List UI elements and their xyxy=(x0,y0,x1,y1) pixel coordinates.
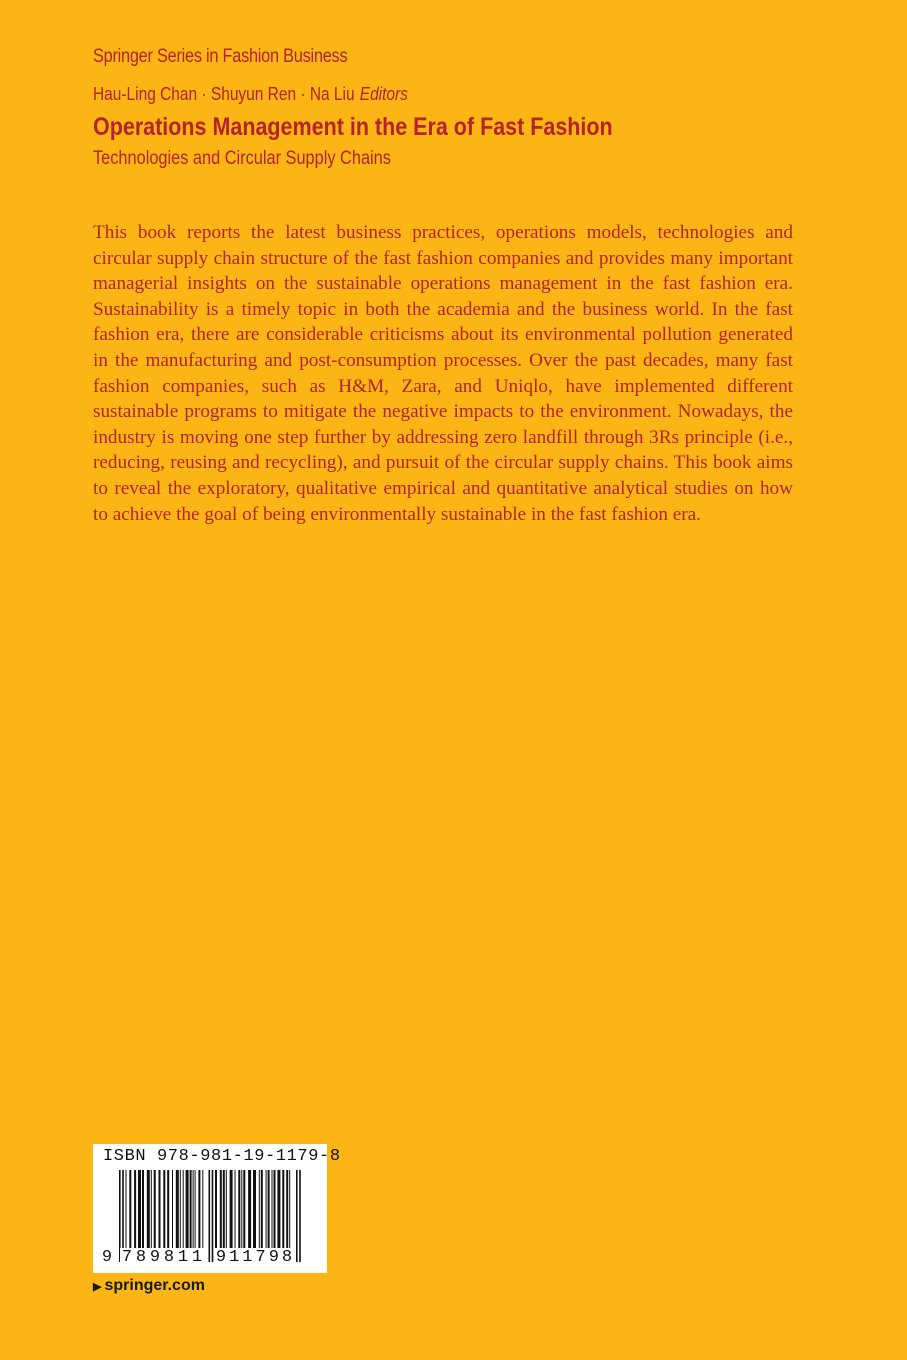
barcode-bar xyxy=(167,1170,169,1250)
isbn-label: ISBN 978-981-19-1179-8 xyxy=(103,1147,341,1166)
barcode-bar xyxy=(172,1170,173,1250)
barcode-digit: 1 xyxy=(242,1248,253,1267)
barcode-bar xyxy=(220,1170,222,1250)
barcode-bar xyxy=(241,1170,242,1250)
barcode-bar xyxy=(235,1170,236,1250)
barcode-bar xyxy=(226,1170,227,1250)
barcode-bar xyxy=(268,1170,270,1250)
barcode-bar xyxy=(266,1170,267,1250)
publisher-website[interactable] xyxy=(93,1277,205,1295)
barcode-digit: 1 xyxy=(191,1248,203,1267)
barcode-digit: 1 xyxy=(229,1248,240,1267)
barcode-bar xyxy=(238,1170,240,1250)
barcode-bar xyxy=(180,1170,181,1250)
barcode-bar xyxy=(215,1170,217,1250)
barcode-bar xyxy=(272,1170,273,1250)
barcode-bar xyxy=(138,1170,141,1250)
triangle-right-icon: ▶ xyxy=(93,1280,102,1293)
book-subtitle: Technologies and Circular Supply Chains xyxy=(93,148,391,169)
barcode-bar xyxy=(142,1170,144,1250)
barcode-bar xyxy=(223,1170,225,1250)
barcode-bar xyxy=(253,1170,256,1250)
barcode-bar xyxy=(261,1170,263,1250)
series-name: Springer Series in Fashion Business xyxy=(93,46,348,67)
barcode-bar xyxy=(248,1170,251,1250)
barcode-bar xyxy=(230,1170,233,1250)
barcode-bar xyxy=(195,1170,196,1250)
barcode-bar xyxy=(289,1170,290,1250)
barcode-digit: 8 xyxy=(163,1248,175,1267)
barcode-digit: 1 xyxy=(177,1248,189,1267)
barcode-digit: 9 xyxy=(101,1248,113,1267)
isbn-barcode xyxy=(93,1144,341,1273)
barcode-digit: 8 xyxy=(281,1248,293,1267)
barcode-digit: 9 xyxy=(149,1248,161,1267)
editors-role: Editors xyxy=(359,84,408,104)
barcode-bar xyxy=(126,1170,127,1250)
barcode-bar xyxy=(193,1170,194,1250)
barcode-bar xyxy=(154,1170,156,1250)
editors-line xyxy=(93,84,408,105)
barcode-bar xyxy=(159,1170,161,1250)
editor-names: Hau-Ling Chan · Shuyun Ren · Na Liu xyxy=(93,84,355,104)
barcode-bar xyxy=(151,1170,152,1250)
barcode-digit: 9 xyxy=(215,1248,227,1267)
book-title: Operations Management in the Era of Fast Fashion xyxy=(93,113,613,141)
barcode-bar xyxy=(190,1170,192,1250)
barcode-bar xyxy=(129,1170,131,1250)
website-label: springer.com xyxy=(104,1277,205,1294)
barcode-bar xyxy=(286,1170,288,1250)
barcode-bar xyxy=(163,1170,165,1250)
barcode-bar xyxy=(277,1170,280,1250)
barcode-digit: 9 xyxy=(268,1248,279,1267)
barcode-bar xyxy=(186,1170,189,1250)
barcode-digit: 7 xyxy=(121,1248,133,1267)
barcode-bar xyxy=(274,1170,276,1250)
barcode-bar xyxy=(259,1170,260,1250)
barcode-bar xyxy=(183,1170,184,1250)
barcode-bar xyxy=(198,1170,200,1250)
barcode-bar xyxy=(134,1170,136,1250)
barcode-digit: 8 xyxy=(135,1248,147,1267)
barcode-bar xyxy=(176,1170,179,1250)
barcode-bar xyxy=(282,1170,284,1250)
barcode-digits xyxy=(93,1248,327,1270)
barcode-bar xyxy=(243,1170,245,1250)
barcode-digit: 7 xyxy=(255,1248,266,1267)
book-description: This book reports the latest business practices, operations models, technologies and circular supply chain structure of the fast fashion companies and provides many important managerial insights on the sustainable operations management in the fast fashion era. Sustainability is a timely topic in both the academia and the business world. In the fast fashion era, there are considerable criticisms about its environmental pollution generated in the manufacturing and post-consumption processes. Over the past decades, many fast fashion companies, such as H&M, Zara, and Uniqlo, have implemented different sustainable programs to mitigate the negative impacts to the environment. Nowadays, the industry is moving one step further by addressing zero landfill through 3Rs principle (i.e., reducing, reusing and recycling), and pursuit of the circular supply chains. This book aims to reveal the exploratory, qualitative empirical and quantitative analytical studies on how to achieve the goal of being environmentally sustainable in the fast fashion era. xyxy=(93,222,793,525)
barcode-bar xyxy=(202,1170,203,1250)
barcode-bar xyxy=(147,1170,150,1250)
